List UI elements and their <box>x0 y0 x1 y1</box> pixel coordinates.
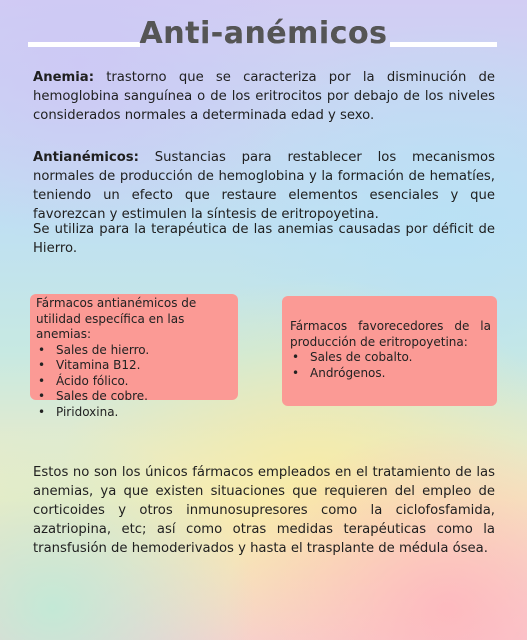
list-item: • Sales de cobalto. <box>290 350 491 366</box>
box-right-heading: Fármacos favorecedores de la producción de eritropoyetina: <box>290 319 491 349</box>
antianemicos-definition <box>33 148 495 224</box>
list-item: • Ácido fólico. <box>36 374 233 390</box>
page-title: Anti-anémicos <box>139 16 388 51</box>
list-item: • Vitamina B12. <box>36 358 233 374</box>
box-left-list <box>36 343 233 421</box>
antianemicos-use: Se utiliza para la terapéutica de las anemias causadas por déficit de Hierro. <box>33 222 495 256</box>
antianemicos-term: Antianémicos: <box>33 150 139 165</box>
list-item: • Piridoxina. <box>36 405 233 421</box>
list-item: • Sales de hierro. <box>36 343 233 359</box>
antianemicos-text: Sustancias para restablecer los mecanismos normales de producción de hemoglobina y la formación de hematíes, teniendo un efecto que restaure elementos esenciales y que favorezcan y estimulen la síntesis de eritropoyetina. <box>33 150 495 222</box>
anemia-definition <box>33 68 495 125</box>
closing-paragraph: Estos no son los únicos fármacos empleados en el tratamiento de las anemias, ya que existen situaciones que requieren del empleo de corticoides y otros inmunosupresores como la ciclofosfamida, azatriopina, etc; así como otras medidas terapéuticas como la transfusión de hemoderivados y hasta el trasplante de médula ósea. <box>33 465 495 556</box>
anemia-text: trastorno que se caracteriza por la disminución de hemoglobina sanguínea o de los eritrocitos por debajo de los niveles considerados normales a determinada edad y sexo. <box>33 70 496 123</box>
box-left-heading: Fármacos antianémicos de utilidad específica en las anemias: <box>36 296 197 341</box>
title-bar <box>0 8 527 60</box>
list-item: • Andrógenos. <box>290 366 491 382</box>
box-right-list <box>290 350 491 381</box>
list-item: • Sales de cobre. <box>36 389 233 405</box>
box-erythropoietin-drugs <box>282 296 497 406</box>
box-antianemic-drugs <box>30 294 238 419</box>
anemia-term: Anemia: <box>33 70 94 85</box>
